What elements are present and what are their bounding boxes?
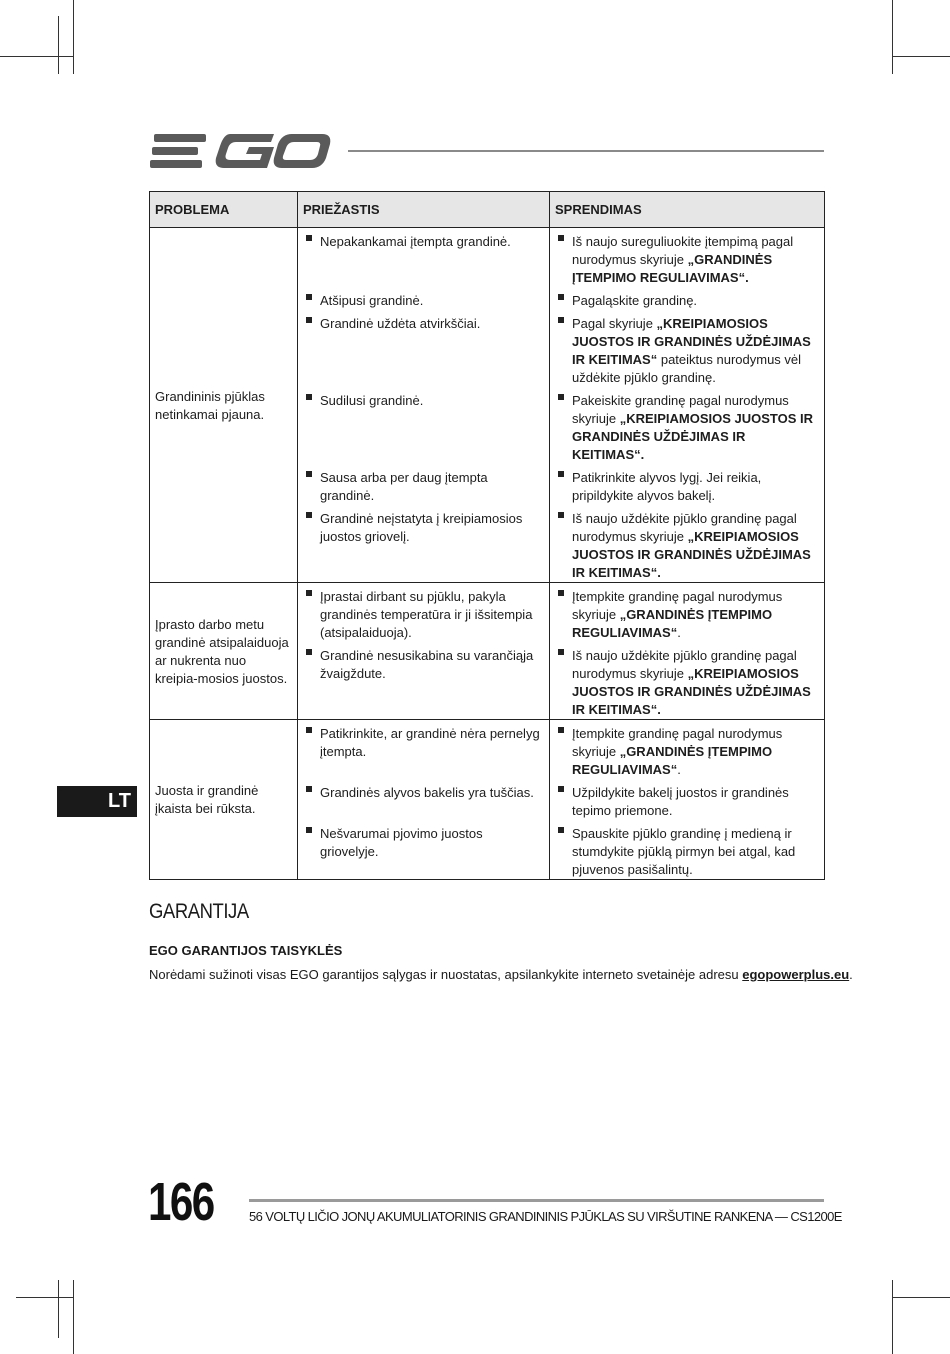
solution-text: Iš naujo uždėkite pjūklo grandinę pagal nurodymus skyriuje „KREIPIAMOSIOS JUOSTOS IR GRANDINĖS UŽDĖJIMAS IR KEITIMAS“. — [556, 643, 818, 719]
solution-cell — [550, 464, 825, 505]
cause-cell — [298, 583, 550, 643]
cause-text: Nešvarumai pjovimo juostos griovelyje. — [304, 821, 543, 861]
table-row — [150, 583, 825, 643]
solution-text: Iš naujo uždėkite pjūklo grandinę pagal nurodymus skyriuje „KREIPIAMOSIOS JUOSTOS IR GRANDINĖS UŽDĖJIMAS IR KEITIMAS“. — [556, 506, 818, 582]
troubleshooting-table — [149, 191, 825, 880]
problem-cell — [150, 228, 298, 583]
footer-product-line: 56 VOLTŲ LIČIO JONŲ AKUMULIATORINIS GRANDININIS PJŪKLAS SU VIRŠUTINE RANKENA — CS1200E — [249, 1209, 842, 1224]
solution-cell — [550, 310, 825, 387]
problem-text: Juosta ir grandinė įkaista bei rūksta. — [155, 783, 259, 816]
cause-cell — [298, 642, 550, 720]
solution-text: Pakeiskite grandinę pagal nurodymus skyriuje „KREIPIAMOSIOS JUOSTOS IR GRANDINĖS UŽDĖJIMAS IR KEITIMAS“. — [556, 388, 818, 464]
crop-mark — [58, 1280, 59, 1338]
cause-text: Sausa arba per daug įtempta grandinė. — [304, 465, 543, 505]
problem-cell — [150, 720, 298, 880]
solution-cell — [550, 820, 825, 880]
crop-mark — [73, 1280, 74, 1354]
problem-text: Grandininis pjūklas netinkamai pjauna. — [155, 388, 265, 422]
cause-cell — [298, 464, 550, 505]
crop-mark — [892, 1297, 950, 1298]
crop-mark — [892, 56, 950, 57]
section-title: GARANTIJA — [149, 900, 249, 923]
cause-text: Nepakankamai įtempta grandinė. — [304, 229, 543, 251]
solution-cell — [550, 720, 825, 780]
solution-cell — [550, 779, 825, 820]
solution-text: Pagal skyriuje „KREIPIAMOSIOS JUOSTOS IR GRANDINĖS UŽDĖJIMAS IR KEITIMAS“ pateiktus nurodymus vėl uždėkite pjūklo grandinę. — [556, 311, 818, 387]
header-cause: PRIEŽASTIS — [298, 192, 550, 228]
solution-text: Pagaląskite grandinę. — [556, 288, 818, 310]
cause-text: Sudilusi grandinė. — [304, 388, 543, 410]
cause-text: Grandinė neįstatyta į kreipiamosios juostos griovelį. — [304, 506, 543, 546]
page-number: 166 — [148, 1172, 214, 1232]
solution-cell — [550, 583, 825, 643]
ego-logo — [150, 130, 332, 172]
crop-mark — [892, 1280, 893, 1354]
crop-mark — [892, 0, 893, 74]
warranty-link[interactable]: egopowerplus.eu — [742, 967, 850, 982]
warranty-rules-heading: EGO GARANTIJOS TAISYKLĖS — [149, 943, 343, 958]
solution-cell — [550, 505, 825, 583]
cause-text: Įprastai dirbant su pjūklu, pakyla grandinės temperatūra ir ji išsitempia (atsipalaiduoja). — [304, 584, 543, 642]
solution-cell — [550, 228, 825, 288]
solution-text: Patikrinkite alyvos lygį. Jei reikia, pripildykite alyvos bakelį. — [556, 465, 818, 505]
crop-mark — [58, 16, 59, 74]
solution-cell — [550, 287, 825, 310]
crop-mark — [16, 56, 74, 57]
problem-text: Įprasto darbo metu grandinė atsipalaiduoja ar nukrenta nuo kreipia-mosios juostos. — [155, 616, 289, 686]
header-solution: SPRENDIMAS — [550, 192, 825, 228]
crop-mark — [73, 0, 74, 74]
footer-rule — [249, 1199, 824, 1202]
warranty-rules-text: Norėdami sužinoti visas EGO garantijos sąlygas ir nuostatas, apsilankykite interneto svetainėje adresu egopowerplus.eu. — [149, 967, 853, 982]
header-problem: PROBLEMA — [150, 192, 298, 228]
cause-cell — [298, 310, 550, 387]
cause-text: Patikrinkite, ar grandinė nėra pernelyg įtempta. — [304, 721, 543, 761]
solution-text: Užpildykite bakelį juostos ir grandinės tepimo priemone. — [556, 780, 818, 820]
table-row — [150, 720, 825, 780]
solution-text: Įtempkite grandinę pagal nurodymus skyriuje „GRANDINĖS ĮTEMPIMO REGULIAVIMAS“. — [556, 584, 818, 642]
solution-text: Spauskite pjūklo grandinę į medieną ir stumdykite pjūklą pirmyn bei atgal, kad pjuvenos pasišalintų. — [556, 821, 818, 879]
solution-cell — [550, 387, 825, 464]
cause-cell — [298, 779, 550, 820]
crop-mark — [16, 1297, 74, 1298]
cause-text: Grandinės alyvos bakelis yra tuščias. — [304, 780, 543, 802]
cause-cell — [298, 387, 550, 464]
table-row — [150, 228, 825, 288]
cause-cell — [298, 505, 550, 583]
header-rule — [348, 150, 824, 152]
cause-cell — [298, 820, 550, 880]
cause-text: Grandinė uždėta atvirkščiai. — [304, 311, 543, 333]
cause-text: Grandinė nesusikabina su varančiąja žvaigždute. — [304, 643, 543, 683]
table-header-row — [150, 192, 825, 228]
language-tab: LT — [57, 786, 137, 817]
cause-cell — [298, 287, 550, 310]
solution-cell — [550, 642, 825, 720]
solution-text: Įtempkite grandinę pagal nurodymus skyriuje „GRANDINĖS ĮTEMPIMO REGULIAVIMAS“. — [556, 721, 818, 779]
cause-cell — [298, 720, 550, 780]
solution-text: Iš naujo sureguliuokite įtempimą pagal nurodymus skyriuje „GRANDINĖS ĮTEMPIMO REGULIAVIMAS“. — [556, 229, 818, 287]
cause-cell — [298, 228, 550, 288]
cause-text: Atšipusi grandinė. — [304, 288, 543, 310]
problem-cell — [150, 583, 298, 720]
